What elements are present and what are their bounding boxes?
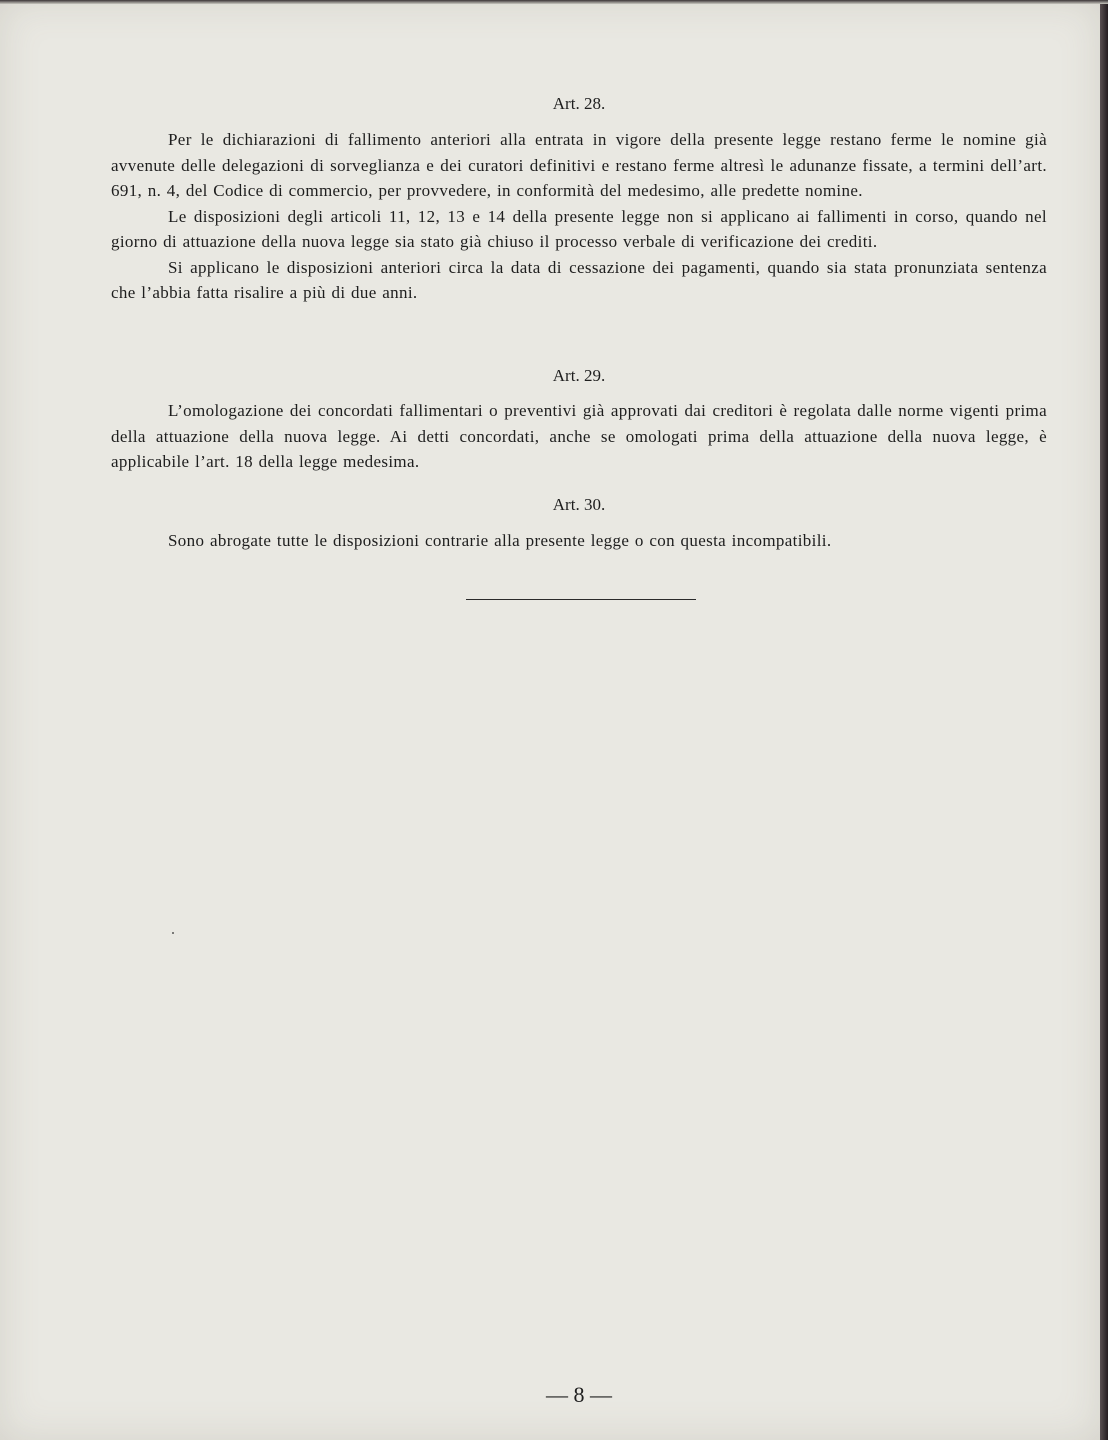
section-divider (466, 599, 696, 600)
page-number: — 8 — (546, 1382, 612, 1407)
print-speck (172, 932, 174, 934)
page-top-edge (0, 0, 1108, 4)
article-heading-28: Art. 28. (552, 94, 606, 113)
article-heading-29: Art. 29. (552, 366, 606, 385)
article-body-28 (111, 127, 1047, 306)
paragraph: Si applicano le disposizioni anteriori circa la data di cessazione dei pagamenti, quando sia stata pronunziata sentenza che l’abbia fatta risalire a più di due anni. (111, 257, 1047, 302)
article-body-29 (111, 398, 1047, 475)
page-edge-shadow (1100, 0, 1108, 1440)
paragraph: Per le dichiarazioni di fallimento anteriori alla entrata in vigore della presente legge restano ferme le nomine già avvenute delle delegazioni di sorveglianza e dei curatori definitivi e restano ferme altresì le adunanze fissate, a termini dell’art. 691, n. 4, del Codice di commercio, per provvedere, in conformità del medesimo, alle predette nomine. (111, 130, 1047, 200)
article-heading-30: Art. 30. (552, 495, 606, 514)
paragraph: L’omologazione dei concordati fallimentari o preventivi già approvati dai creditori è regolata dalle norme vigenti prima della attuazione della nuova legge. Ai detti concordati, anche se omologati prima della attuazione della nuova legge, è applicabile l’art. 18 della legge medesima. (111, 401, 1047, 471)
article-body-30 (111, 528, 1047, 554)
paragraph: Sono abrogate tutte le disposizioni contrarie alla presente legge o con questa incompatibili. (168, 531, 832, 550)
paragraph: Le disposizioni degli articoli 11, 12, 13 e 14 della presente legge non si applicano ai fallimenti in corso, quando nel giorno di attuazione della nuova legge sia stato già chiuso il processo verbale di verificazione dei crediti. (111, 206, 1047, 251)
